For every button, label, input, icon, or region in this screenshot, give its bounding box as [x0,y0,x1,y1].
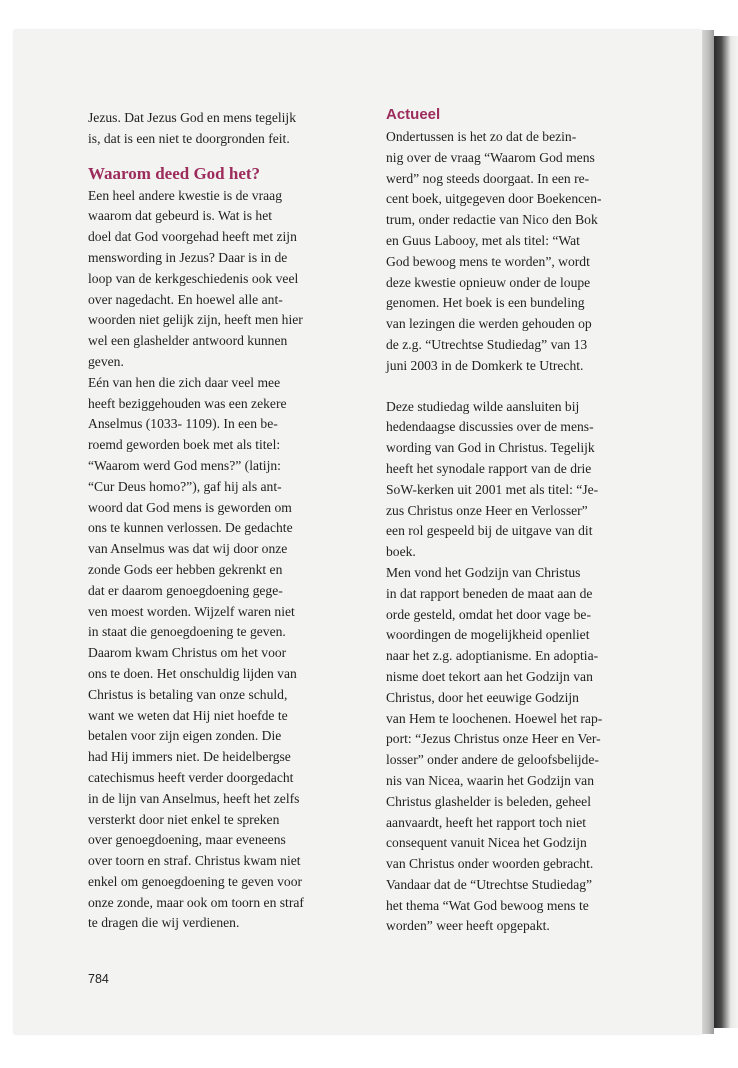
section-heading-actueel: Actueel [386,106,441,123]
text-line: orde gesteld, omdat het door vage be- [386,606,591,622]
text-line: consequent vanuit Nicea het Godzijn [386,835,587,851]
paragraph-gap [386,377,652,397]
text-line: wording van God in Christus. Tegelijk [386,440,595,456]
text-line: cent boek, uitgegeven door Boekencen- [386,191,602,207]
text-line: God bewoog mens te worden”, wordt [386,253,590,269]
text-line: hedendaagse discussies over de mens- [386,419,594,435]
text-line: werd” nog steeds doorgaat. In een re- [386,170,590,186]
text-line: catechismus heeft verder doorgedacht [88,769,294,785]
right-column [386,108,652,937]
text-line: Ondertussen is het zo dat de bezin- [386,129,577,144]
intro-paragraph [88,108,356,150]
text-line: woorden niet gelijk zijn, heeft men hier [88,312,303,328]
section-heading-waarom: Waarom deed God het? [88,163,261,183]
text-line: port: “Jezus Christus onze Heer en Ver- [386,731,601,747]
paragraph-actueel-3 [386,563,652,937]
text-line: losser” onder andere de geloofsbelijde- [386,752,599,768]
text-line: is, dat is een niet te doorgronden feit. [88,130,290,146]
text-line: Jezus. Dat Jezus God en mens tegelijk [88,110,297,125]
text-line: nis van Nicea, waarin het Godzijn van [386,772,594,788]
text-line: nig over de vraag “Waarom God mens [386,149,595,165]
text-line: doel dat God voorgehad heeft met zijn [88,229,297,245]
text-line: zus Christus onze Heer en Verlosser” [386,502,588,518]
text-line: Eén van hen die zich daar veel mee [88,374,281,390]
text-line: van Hem te loochenen. Hoewel het rap- [386,710,603,726]
text-line: dat er daarom genoegdoening gege- [88,582,283,598]
page-number: 784 [88,972,109,986]
text-line: Anselmus (1033- 1109). In een be- [88,416,278,432]
text-line: in staat die genoegdoening te geven. [88,624,286,640]
text-line: te dragen die wij verdienen. [88,915,240,931]
facing-page-edge [714,36,738,1028]
text-line: woord dat God mens is geworden om [88,499,292,515]
text-line: in dat rapport beneden de maat aan de [386,585,593,601]
text-line: had Hij immers niet. De heidelbergse [88,749,291,765]
left-column [88,108,356,934]
text-line: “Cur Deus homo?”), gaf hij als ant- [88,478,282,494]
text-line: het thema “Wat God bewoog mens te [386,897,589,913]
text-line: loop van de kerkgeschiedenis ook veel [88,270,299,286]
text-line: heeft het synodale rapport van de drie [386,460,592,476]
text-line: ons te kunnen verlossen. De gedachte [88,520,293,536]
text-line: versterkt door niet enkel te spreken [88,811,280,827]
text-line: juni 2003 in de Domkerk te Utrecht. [386,357,584,373]
text-line: roemd geworden boek met als titel: [88,437,281,453]
text-line: aanvaardt, heeft het rapport toch niet [386,814,587,830]
text-line: over nagedacht. En hoewel alle ant- [88,291,283,307]
text-line: boek. [386,544,416,560]
text-line: van Anselmus was dat wij door onze [88,541,288,557]
text-line: over genoegdoening, maar eveneens [88,832,286,848]
text-line: nisme doet tekort aan het Godzijn van [386,668,593,684]
text-line: trum, onder redactie van Nico den Bok [386,212,598,228]
text-line: genomen. Het boek is een bundeling [386,295,585,311]
text-line: Vandaar dat de “Utrechtse Studiedag” [386,876,593,892]
paragraph-actueel-2 [386,397,652,563]
text-line: ven moest worden. Wijzelf waren niet [88,603,295,619]
page-gutter-shadow [702,30,714,1034]
text-line: in de lijn van Anselmus, heeft het zelfs [88,790,300,806]
text-line: “Waarom werd God mens?” (latijn: [88,457,281,473]
text-line: van Christus onder woorden gebracht. [386,856,594,872]
text-line: Men vond het Godzijn van Christus [386,564,581,580]
text-line: over toorn en straf. Christus kwam niet [88,853,301,869]
text-line: Deze studiedag wilde aansluiten bij [386,398,580,414]
text-line: worden” weer heeft opgepakt. [386,918,550,934]
text-line: waarom dat gebeurd is. Wat is het [88,208,273,224]
text-line: enkel om genoegdoening te geven voor [88,873,303,889]
text-line: betalen voor zijn eigen zonden. Die [88,728,282,744]
text-line: de z.g. “Utrechtse Studiedag” van 13 [386,336,588,352]
text-line: zonde Gods eer hebben gekrenkt en [88,561,283,577]
text-line: naar het z.g. adoptianisme. En adoptia- [386,648,599,664]
paragraph-waarom-1 [88,186,356,373]
text-line: Een heel andere kwestie is de vraag [88,187,282,203]
text-line: Christus is betaling van onze schuld, [88,686,288,702]
text-line: want we weten dat Hij niet hoefde te [88,707,288,723]
text-line: Christus glashelder is beleden, geheel [386,793,591,809]
text-line: Daarom kwam Christus om het voor [88,645,287,661]
text-line: onze zonde, maar ook om toorn en straf [88,894,304,910]
text-line: menswording in Jezus? Daar is in de [88,249,288,265]
text-line: van lezingen die werden gehouden op [386,316,592,332]
text-line: deze kwestie opnieuw onder de loupe [386,274,591,290]
paragraph-waarom-2 [88,373,356,935]
text-line: geven. [88,353,124,369]
text-line: SoW-kerken uit 2001 met als titel: “Je- [386,481,599,497]
text-line: Christus, door het eeuwige Godzijn [386,689,579,705]
text-line: woordingen de mogelijkheid openliet [386,627,590,643]
text-line: ons te doen. Het onschuldig lijden van [88,665,297,681]
text-line: en Guus Labooy, met als titel: “Wat [386,232,580,248]
text-line: een rol gespeeld bij de uitgave van dit [386,523,593,539]
text-line: wel een glashelder antwoord kunnen [88,333,288,349]
paragraph-actueel-1 [386,127,652,377]
text-line: heeft beziggehouden was een zekere [88,395,287,411]
